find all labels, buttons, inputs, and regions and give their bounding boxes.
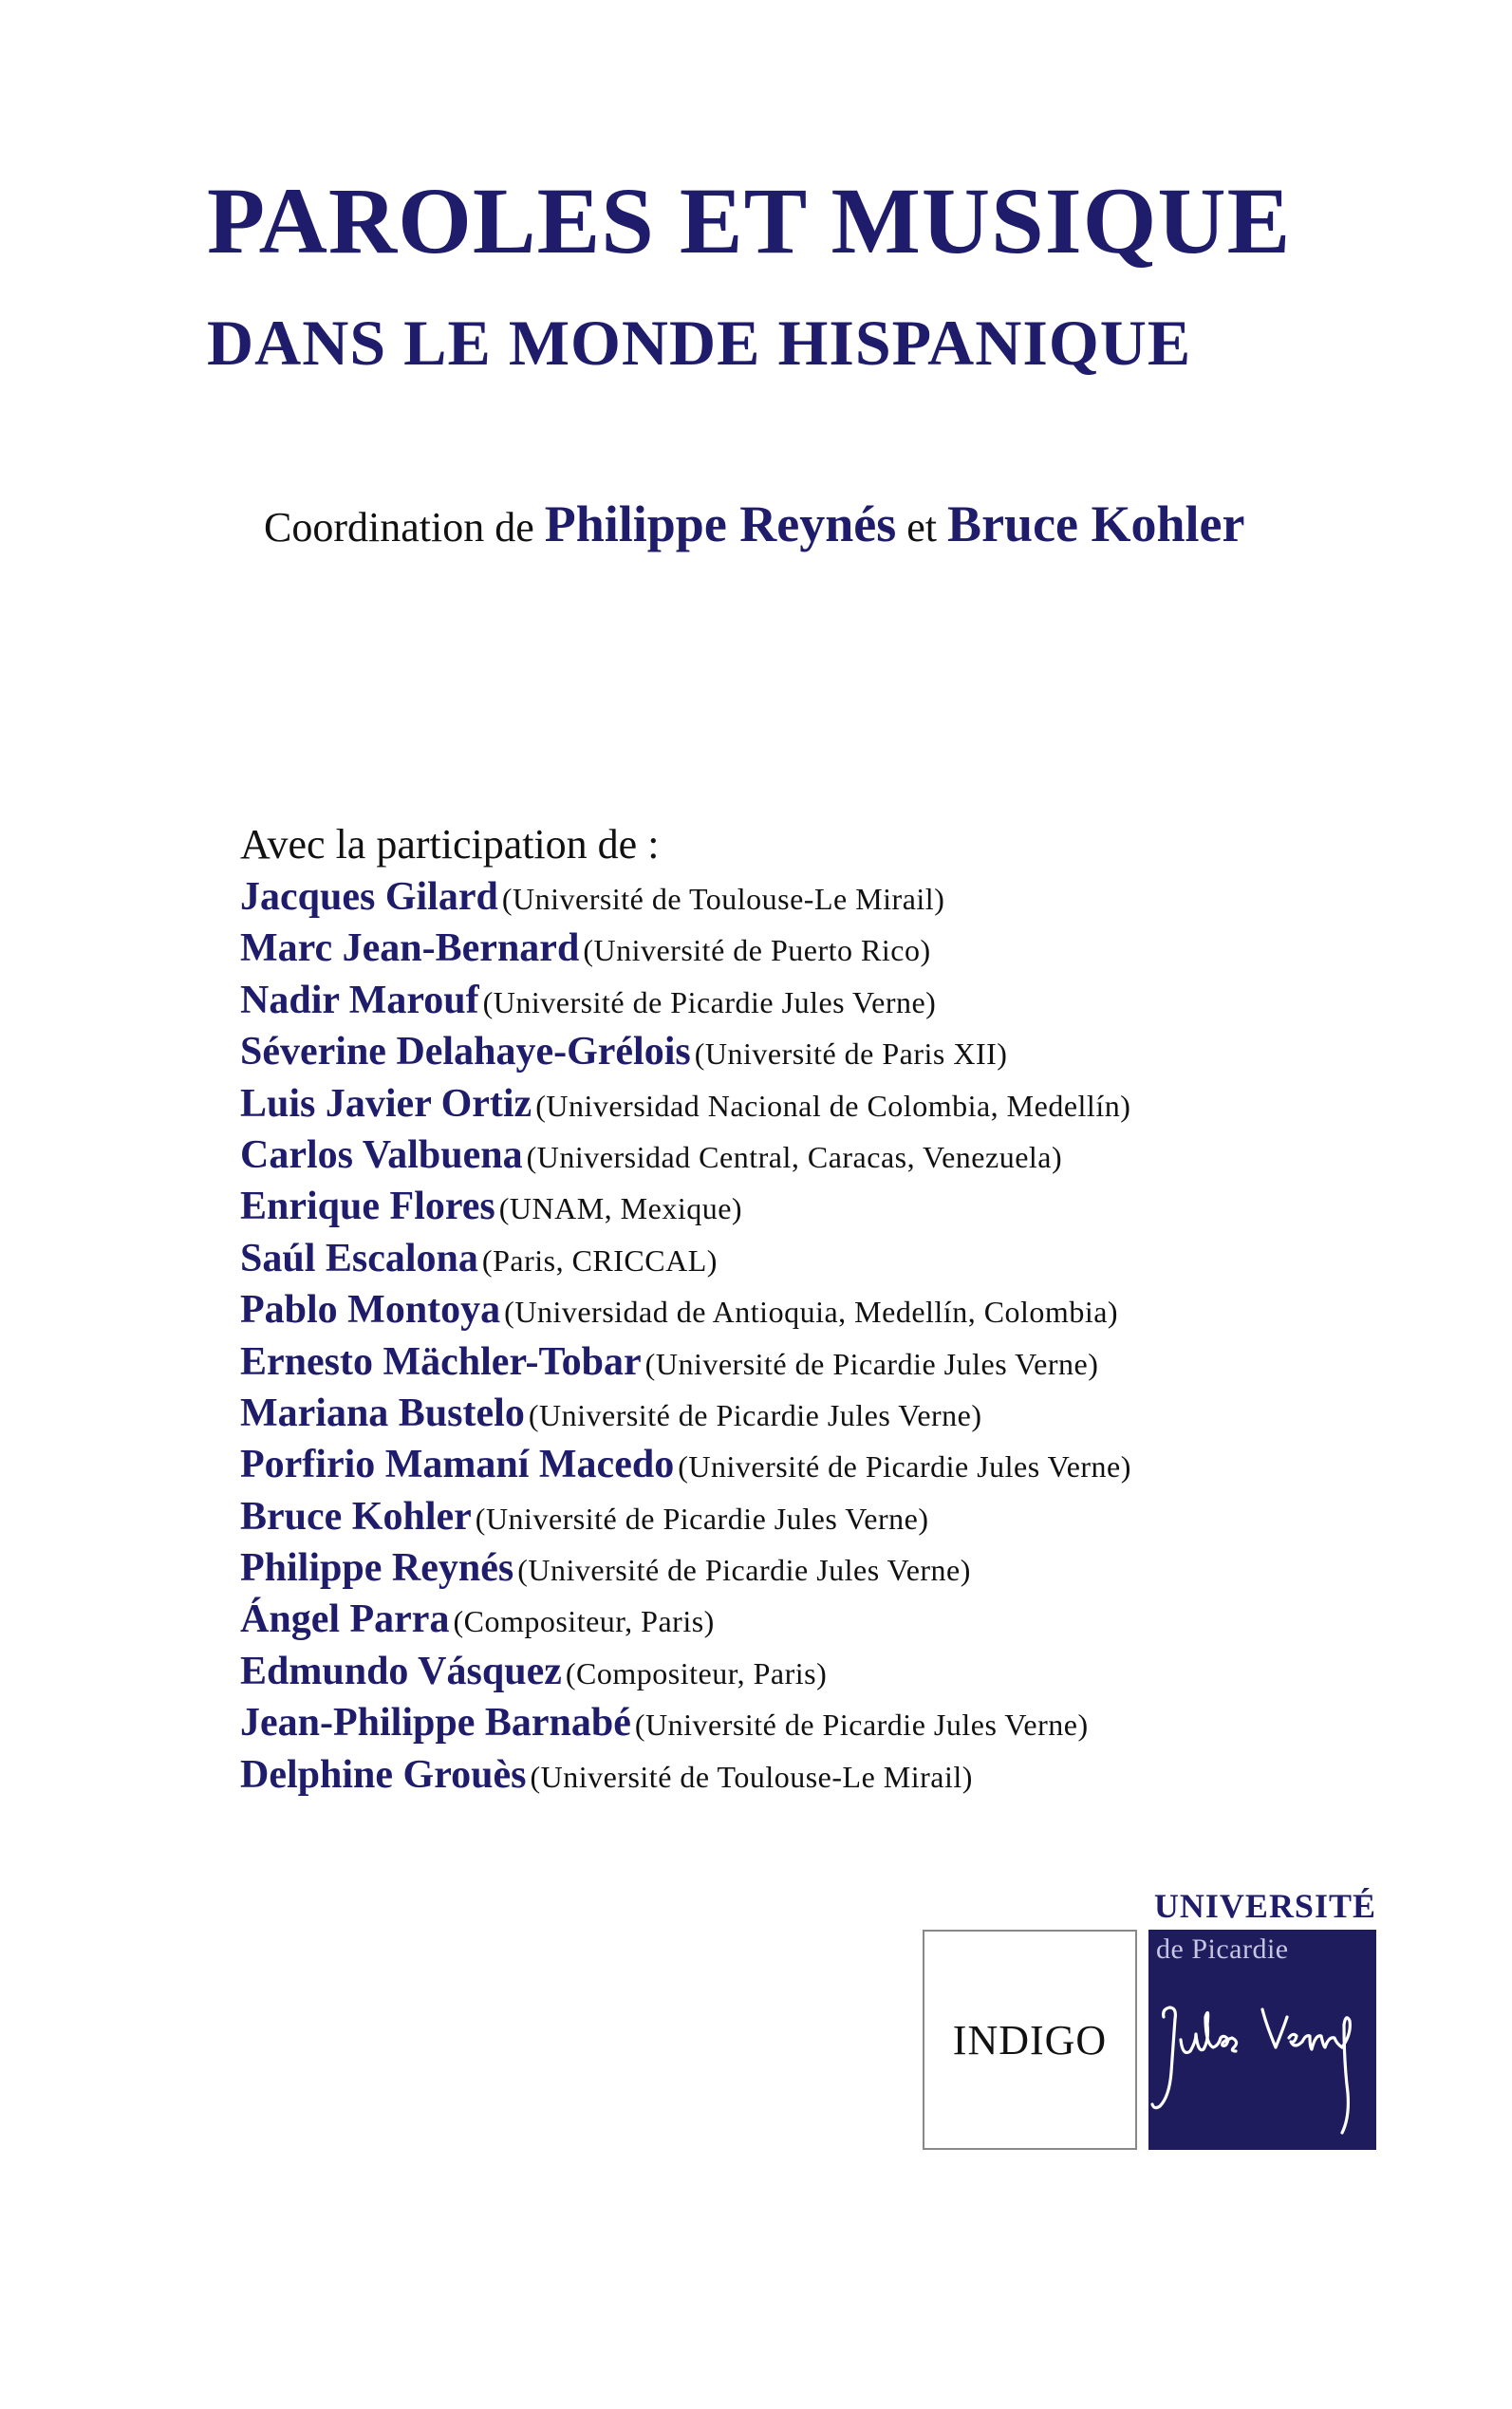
participant-item — [240, 1594, 1131, 1645]
coordination-connector: et — [906, 504, 938, 551]
participant-item — [240, 1026, 1131, 1077]
participant-item — [240, 1749, 1131, 1801]
participant-affiliation: (Université de Picardie Jules Verne) — [528, 1397, 982, 1432]
university-subheading: de Picardie — [1156, 1933, 1289, 1965]
participant-item — [240, 1388, 1131, 1439]
participant-affiliation: (Universidad de Antioquia, Medellín, Colombia) — [504, 1295, 1119, 1330]
participant-affiliation: (UNAM, Mexique) — [498, 1191, 743, 1226]
book-title: PAROLES ET MUSIQUE — [207, 168, 1292, 273]
participant-name: Edmundo Vásquez — [240, 1649, 562, 1693]
participant-affiliation: (Universidad Nacional de Colombia, Medellín) — [535, 1088, 1131, 1123]
participant-item — [240, 1181, 1131, 1232]
participant-item — [240, 1439, 1131, 1490]
participant-affiliation: (Université de Puerto Rico) — [583, 933, 931, 968]
participant-item — [240, 923, 1131, 974]
participant-list — [240, 871, 1131, 1801]
participant-affiliation: (Université de Picardie Jules Verne) — [475, 1501, 929, 1536]
participant-item — [240, 1697, 1131, 1748]
participant-item — [240, 1542, 1131, 1594]
publisher-logo-indigo — [923, 1930, 1137, 2150]
participant-affiliation: (Universidad Central, Caracas, Venezuela) — [526, 1139, 1063, 1174]
editor-name-2: Bruce Kohler — [947, 495, 1245, 552]
coordination-line — [264, 495, 1244, 556]
participant-affiliation: (Université de Toulouse-Le Mirail) — [530, 1759, 973, 1794]
participant-item — [240, 975, 1131, 1026]
participant-name: Marc Jean-Bernard — [240, 926, 580, 971]
participant-name: Carlos Valbuena — [240, 1132, 523, 1177]
participant-name: Ángel Parra — [240, 1597, 450, 1642]
participant-affiliation: (Université de Paris XII) — [694, 1036, 1008, 1072]
participant-item — [240, 871, 1131, 923]
participant-name: Porfirio Mamaní Macedo — [240, 1443, 675, 1487]
participant-item — [240, 1646, 1131, 1697]
participant-name: Mariana Bustelo — [240, 1391, 525, 1435]
participant-affiliation: (Compositeur, Paris) — [565, 1655, 828, 1690]
participant-item — [240, 1130, 1131, 1181]
university-heading: UNIVERSITÉ — [1153, 1887, 1376, 1925]
participant-name: Pablo Montoya — [240, 1288, 501, 1333]
participant-affiliation: (Paris, CRICCAL) — [481, 1242, 718, 1278]
participant-affiliation: (Université de Picardie Jules Verne) — [678, 1449, 1131, 1485]
participant-affiliation: (Université de Picardie Jules Verne) — [634, 1708, 1089, 1743]
participant-affiliation: (Université de Toulouse-Le Mirail) — [501, 882, 945, 916]
participant-name: Nadir Marouf — [240, 978, 479, 1022]
participant-name: Philippe Reynés — [240, 1546, 514, 1591]
jules-verne-signature-icon — [1148, 1930, 1376, 2150]
participant-name: Ernesto Mächler-Tobar — [240, 1339, 642, 1384]
participant-affiliation: (Université de Picardie Jules Verne) — [517, 1553, 971, 1588]
participant-name: Luis Javier Ortiz — [240, 1081, 532, 1126]
participant-name: Bruce Kohler — [240, 1494, 472, 1539]
participant-affiliation: (Université de Picardie Jules Verne) — [644, 1346, 1099, 1381]
participant-affiliation: (Compositeur, Paris) — [453, 1604, 715, 1639]
publisher-name: INDIGO — [952, 2016, 1108, 2064]
participant-item — [240, 1336, 1131, 1388]
participant-name: Enrique Flores — [240, 1185, 495, 1229]
participant-name: Jean-Philippe Barnabé — [240, 1701, 631, 1746]
participant-item — [240, 1284, 1131, 1335]
university-logo — [1148, 1930, 1376, 2150]
coordination-prefix: Coordination de — [264, 504, 534, 551]
editor-name-1: Philippe Reynés — [544, 495, 897, 552]
participant-name: Séverine Delahaye-Grélois — [240, 1030, 691, 1074]
participant-item — [240, 1233, 1131, 1284]
participation-heading: Avec la participation de : — [240, 821, 660, 868]
book-subtitle: DANS LE MONDE HISPANIQUE — [207, 307, 1192, 379]
participant-affiliation: (Université de Picardie Jules Verne) — [482, 984, 937, 1019]
participant-name: Delphine Grouès — [240, 1752, 527, 1797]
participant-name: Jacques Gilard — [240, 875, 498, 919]
participant-name: Saúl Escalona — [240, 1236, 478, 1280]
participant-item — [240, 1078, 1131, 1130]
participant-item — [240, 1491, 1131, 1542]
